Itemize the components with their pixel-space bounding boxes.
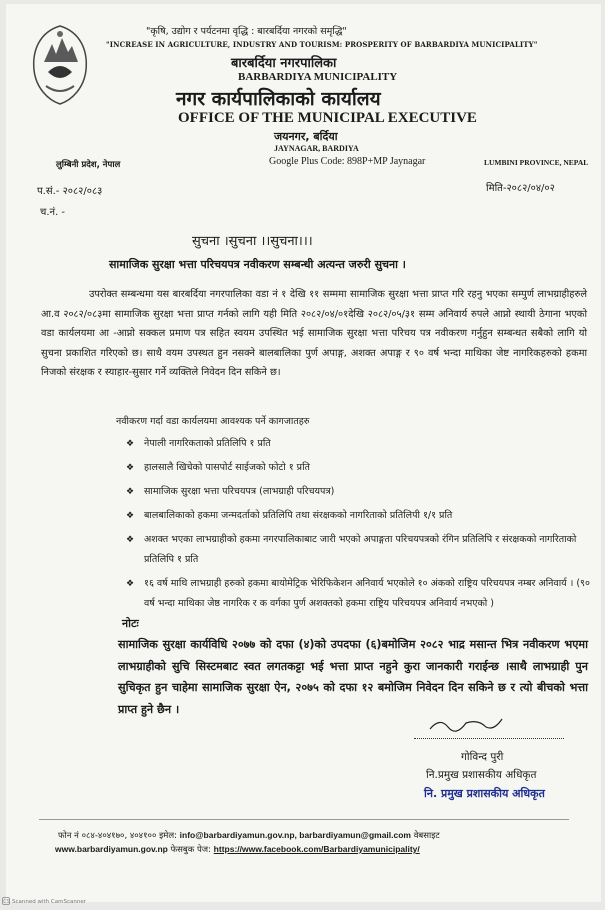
issue-date: मिति-२०८२/०४/०२ <box>486 183 555 194</box>
notice-subject: सामाजिक सुरक्षा भत्ता परिचयपत्र नवीकरण सम्बन्धी अत्यन्त जरुरी सुचना । <box>109 258 406 271</box>
province-nepali: लुम्बिनी प्रदेश, नेपाल <box>56 160 121 170</box>
office-title-english: OFFICE OF THE MUNICIPAL EXECUTIVE <box>178 110 477 126</box>
reference-number: प.सं.- २०८२/०८३ <box>37 186 103 197</box>
footer-facebook-link[interactable]: https://www.facebook.com/Barbardiyamunicipality/ <box>213 844 420 854</box>
diamond-bullet-icon: ❖ <box>126 535 135 545</box>
notice-document <box>6 4 601 902</box>
notice-body <box>41 285 587 383</box>
diamond-bullet-icon: ❖ <box>126 463 135 473</box>
note-text: सामाजिक सुरक्षा कार्यविधि २०७७ को दफा (४)को उपदफा (६)बमोजिम २०८२ भाद्र मसान्त भित्र नवीकरण भएमा लाभग्राहीको सुचि सिस्टमबाट स्वत लगतकट्टा भई भत्ता प्राप्त नहुने कुरा जानकारी गराईन्छ ।साथै लाभग्राही पुन सुचिकृत हुन चाहेमा सामाजिक सुरक्षा ऐन, २०७५ को दफा १२ बमोजिम निवेदन दिन सकिने छ र त्यो बीचको भत्ता प्राप्त हुने छैन । <box>118 638 588 716</box>
diamond-bullet-icon: ❖ <box>126 511 135 521</box>
place-nepali: जयनगर, बर्दिया <box>274 130 338 143</box>
camscanner-logo-icon <box>2 897 10 905</box>
list-item <box>126 506 591 526</box>
notice-heading: सुचना ।सुचना ।।सुचना।।। <box>192 234 313 249</box>
required-documents-list <box>126 434 591 618</box>
signature-scribble <box>426 709 506 737</box>
slogan-english: "INCREASE IN AGRICULTURE, INDUSTRY AND TOURISM: PROSPERITY OF BARBARDIYA MUNICIPALITY" <box>106 40 538 49</box>
footer-web-line <box>55 844 420 855</box>
required-documents-intro: नवीकरण गर्दा वडा कार्यलयमा आवश्यक पर्ने कागजातहरु <box>116 416 310 427</box>
diamond-bullet-icon: ❖ <box>126 579 135 589</box>
footer-contact-line <box>58 830 440 841</box>
place-english: JAYNAGAR, BARDIYA <box>274 144 359 153</box>
list-item <box>126 482 591 502</box>
footer-facebook-label: फेसबुक पेज: <box>170 845 211 855</box>
footer-website-label: वेबसाइट <box>413 831 440 841</box>
note-label: नोटः <box>122 617 139 630</box>
government-emblem-icon <box>26 22 94 106</box>
list-item <box>126 434 591 454</box>
scanner-watermark: Scanned with CamScanner <box>12 899 86 905</box>
diamond-bullet-icon: ❖ <box>126 487 135 497</box>
list-item <box>126 458 591 478</box>
document-item-text: नेपाली नागरिकताको प्रतिलिपि १ प्रति <box>144 438 271 449</box>
document-item-text: १६ वर्ष माथि लाभग्राही हरुको हकमा बायोमेट्रिक भेरिफिकेशन अनिवार्य भएकोले १० अंकको राष्ट्रिय परिचयपत्र नम्बर अनिवार्य । (९० वर्ष भन्दा माथिका जेष्ठ नागरिक र क वर्गका पुर्ण अशक्तको हकमा राष्ट्रिय परिचयपत्र अनिवार्य नभएको ) <box>144 578 590 609</box>
province-english: LUMBINI PROVINCE, NEPAL <box>484 158 589 167</box>
footer-phone: फोन नं ०८४-४०४१७०, ४०४१०० <box>58 831 157 841</box>
document-item-text: सामाजिक सुरक्षा भत्ता परिचयपत्र (लाभग्राही परिचयपत्र) <box>144 486 335 497</box>
document-item-text: बालबालिकाको हकमा जन्मदर्ताको प्रतिलिपि तथा संरक्षकको नागरिताको प्रतिलिपी १/१ प्रति <box>144 510 453 521</box>
signatory-name: गोविन्द पुरी <box>461 751 504 763</box>
document-item-text: हालसालै खिचेको पासपोर्ट साईजको फोटो १ प्रति <box>144 462 310 473</box>
svg-text:CS: CS <box>3 899 10 905</box>
municipality-name-nepali: बारबर्दिया नगरपालिका <box>231 56 337 71</box>
document-item-text: अशक्त भएका लाभग्राहीको हकमा नगरपालिकाबाट जारी भएको अपाङ्गता परिचयपत्रको रंगिन प्रतिलिपि र संरक्षकको नागरिताको प्रतिलिपि १ प्रति <box>144 534 577 565</box>
signature-line <box>414 738 564 739</box>
official-stamp: नि. प्रमुख प्रशासकीय अधिकृत <box>424 787 545 800</box>
footer-website[interactable]: www.barbardiyamun.gov.np <box>55 844 168 854</box>
municipality-name-english: BARBARDIYA MUNICIPALITY <box>238 71 398 83</box>
google-plus-code: Google Plus Code: 898P+MP Jaynagar <box>269 156 426 167</box>
body-paragraph: उपरोक्त सम्बन्धमा यस बारबर्दिया नगरपालिका वडा नं १ देखि ११ सम्ममा सामाजिक सुरक्षा भत्ता प्राप्त गरि रहनु भएका सम्पुर्ण लाभग्राहीहरुले आ.व २०८२/०८३मा सामाजिक सुरक्षा भत्ता प्राप्त गर्नको लागि यही मिति २०८२/०४/०१देखि २०८२/०५/३१ सम्म अनिवार्य रुपले आप्नो स्थायी ठेगाना भएको वडा कार्यलयमा आ -आप्नो सक्कल प्रमाण पत्र सहित स्वयम उपस्थित भई सामाजिक सुरक्षा भत्ता परिचय पत्र नवीकरण गर्नुहुन सम्बन्धत सबैको लागि यो सुचना प्रकाशित गरिएको छ। साथै वयम उपस्थत हुन नसक्ने बालबालिका पुर्ण अपाङ्ग, अशक्त अपाङ्ग र ९० वर्ष भन्दा माथिका जेष्ट नागरिकहरुको हकमा निजको संरक्षक र स्याहार-सुसार गर्ने व्यक्तिले निवेदन दिन सकिने छ। <box>41 289 587 378</box>
footer-email-label: इमेल: <box>159 831 177 841</box>
office-title-nepali: नगर कार्यपालिकाको कार्यालय <box>176 88 381 110</box>
diamond-bullet-icon: ❖ <box>126 439 135 449</box>
list-item <box>126 530 591 570</box>
footer-divider <box>39 819 569 820</box>
slogan-nepali: "कृषि, उद्योग र पर्यटनमा वृद्धि : बारबर्दिया नगरको समृद्धि" <box>146 26 347 37</box>
footer-emails: info@barbardiyamun.gov.np, barbardiyamun@gmail.com <box>179 830 411 840</box>
dispatch-number: च.नं. - <box>40 207 66 218</box>
signatory-title: नि.प्रमुख प्रशासकीय अधिकृत <box>426 769 537 781</box>
list-item <box>126 574 591 614</box>
